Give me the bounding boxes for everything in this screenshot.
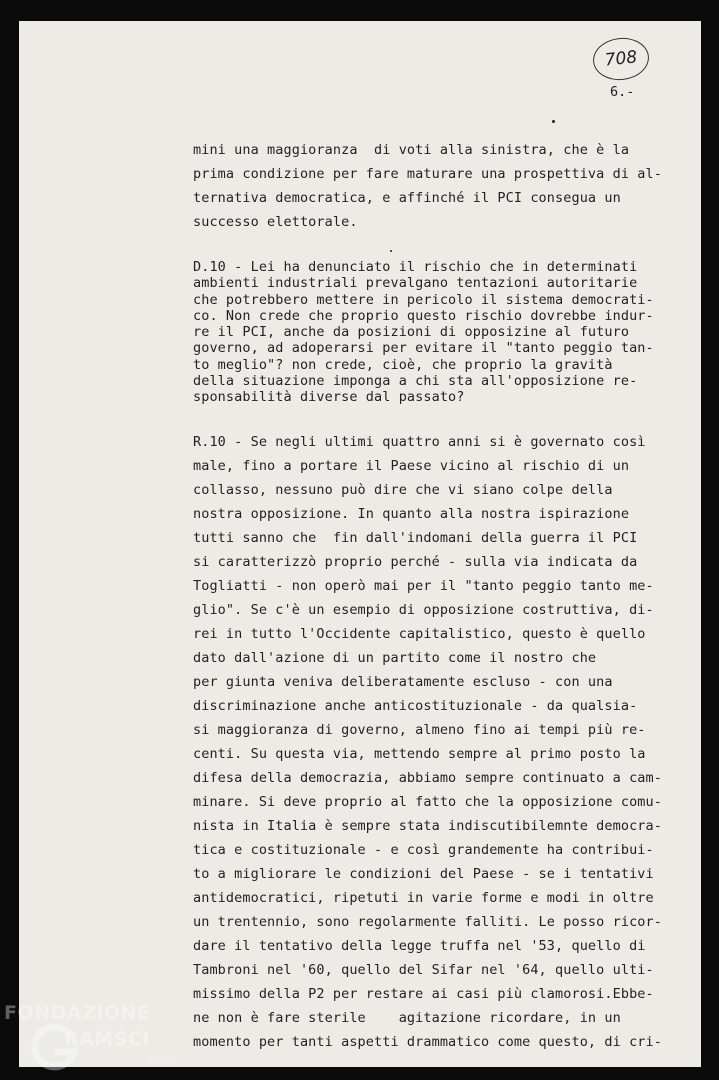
archive-number-stamp: 708 <box>591 35 651 83</box>
watermark-line-1: FONDAZIONE <box>4 1002 151 1024</box>
answer-r10: R.10 - Se negli ultimi quattro anni si è governato così male, fino a portare il Paese vicino al rischio di un collasso, nessuno può dire che vi siano colpe della nostra opposizione. In quanto alla nostra ispirazione tutti sanno che fin dall'indomani della guerra il PCI si caratterizzò proprio perché - sulla via indicata da Togliatti - non operò mai per il "tanto peggio tanto me- glio". Se c'è un esempio di opposizione costruttiva, di- rei in tutto l'Occidente capitalistico, questo è quello dato dall'azione di un partito come il nostro che per giunta veniva deliberatamente escluso - con una discriminazione anche anticostituzionale - da qualsia- si maggioranza di governo, almeno fino ai tempi più re- centi. Su questa via, mettendo sempre al primo posto la difesa della democrazia, abbiamo sempre continuato a cam- minare. Si deve proprio al fatto che la opposizione comu- nista in Italia è sempre stata indiscutibilemnte democra- tica e costituzionale - e così grandemente ha contribui- to a migliorare le condizioni del Paese - se i tentativi antidemocratici, ripetuti in varie forme e modi in oltre un trentennio, sono regolarmente falliti. Le posso ricor- dare il tentativo della legge truffa nel '53, quello di Tambroni nel '60, quello del Sifar nel '64, quello ulti- missimo della P2 per restare ai casi più clamorosi.Ebbe- ne non è fare sterile agitazione ricordare, in un momento per tanti aspetti drammatico come questo, di cri- <box>193 434 662 1050</box>
watermark-line-2: RAMSCI <box>64 1028 150 1050</box>
paragraph-continuation: mini una maggioranza di voti alla sinistra, che è la prima condizione per fare maturare una prospettiva di al- ternativa democratica, e affinché il PCI consegua un successo elettorale. <box>193 142 662 230</box>
question-d10: D.10 - Lei ha denunciato il rischio che in determinati ambienti industriali prevalgano tentazioni autoritarie che potrebbero mettere in pericolo il sistema democrati- co. Non crede che proprio questo rischio dovrebbe indur- re il PCI, anche da posizioni di opposizine al futuro governo, ad adoperarsi per evitare il "tanto peggio tan- to meglio"? non crede, cioè, che proprio la gravità della situazione imponga a chi sta all'opposizione re- sponsabilità diverse dal passato? <box>193 259 654 406</box>
fondazione-gramsci-watermark <box>4 1000 194 1080</box>
ink-speck <box>390 250 392 252</box>
page-number: 6.- <box>610 84 635 100</box>
ink-speck <box>552 120 555 123</box>
watermark-tagline: onlus <box>149 1054 176 1065</box>
